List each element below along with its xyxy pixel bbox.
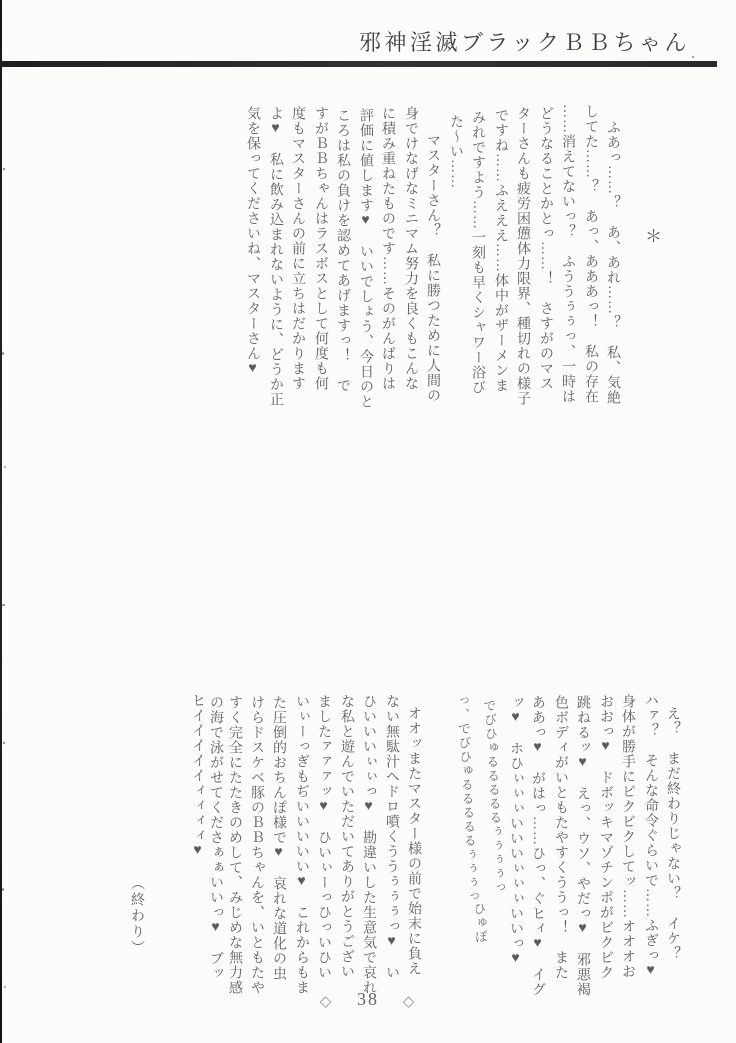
diamond-ornament: ◇	[319, 994, 334, 1010]
text-column: いぃーっぎもぢいいいいい♥ これからもま	[294, 694, 309, 995]
text-column: すがＢＢちゃんはラスボスとして何度も何	[313, 106, 328, 391]
text-column: よ♥ 私に飲み込まれないように、どうか正	[268, 106, 283, 407]
text-column: ……消えてないっ？ ふううぅぅっ、一時は	[560, 104, 575, 404]
text-column: 度もマスターさんの前に立ちはだかります	[290, 106, 305, 391]
text-column: ヒイイイイイィィィィ♥	[190, 693, 205, 859]
text-column: どうなることかとっ……！ さすがのマス	[538, 106, 553, 391]
scan-speck	[2, 604, 5, 606]
sfx-text-column: ひゅぽ	[471, 901, 489, 945]
scan-speck	[3, 742, 5, 744]
text-column: の海で泳がせてくださぁぁいいっ♥ ブッ	[208, 695, 223, 981]
text-column: 跳ねるッ♥ えっ、ウソ、やだっ♥ 邪悪褐	[575, 695, 590, 997]
scan-speck	[4, 986, 6, 988]
binding-edge-line	[0, 0, 2, 1043]
text-column: ころは私の負けを認めてあげますっ！ で	[335, 108, 350, 393]
page-footer	[0, 990, 736, 1011]
text-column: すく完全にたたきのめして、みじめな無力感	[227, 695, 242, 995]
text-column: ない無駄汁へドロ噴くううぅぅぅっ♥ い	[384, 694, 399, 980]
text-column: みれですよう……一刻も早くシャワー浴び	[470, 110, 485, 395]
text-column: に積み重ねたものです……そのがんばりは	[380, 106, 395, 391]
text-column: してた……？ あっ、あああっ！ 私の存在	[583, 104, 598, 404]
page-number: 38	[357, 989, 379, 1009]
text-column: 評価に値します♥ いいでしょう、今日のと	[358, 108, 373, 409]
text-column: 色ボディがいともたやすくううっ！ また	[553, 695, 568, 980]
diamond-ornament: ◇	[402, 994, 417, 1010]
text-column: ですね……ふえええ……体中がザーメンま	[493, 108, 508, 393]
text-column: え？ まだ終わりじゃない？ イケ？	[665, 706, 680, 961]
page-title: 邪神淫滅ブラックＢＢちゃん	[358, 30, 690, 55]
text-column: ふあっ……？ あ、あれ……？ 私、気絶	[605, 120, 620, 405]
scan-speck	[692, 56, 694, 58]
text-column: た～い……	[448, 114, 463, 189]
text-column: た圧倒的おちんぽ様で♥ 哀れな道化の虫	[271, 695, 286, 981]
text-column: ましたァァァッ♥ ひいぃーっひっいひい	[316, 694, 331, 980]
text-column: ひいいいぃぃっ♥ 勘違いした生意気で哀れ	[361, 694, 376, 995]
text-column: オオッまたマスター様の前で始末に負え	[406, 706, 421, 976]
text-column: 身でけなげなミニマム努力を良くもこんな	[403, 106, 418, 391]
ending-note: （終わり）	[129, 876, 144, 956]
text-column: ッ♥ ホひぃぃぃいいいぃぃぃいいっ♥	[508, 695, 523, 967]
scan-speck	[2, 352, 4, 355]
text-column: ハァ？ そんな命令ぐらいで……ふぎっ♥	[643, 693, 658, 979]
scan-speck	[2, 888, 4, 891]
text-column: ああっ♥ がはっ……ひっ、ぐヒィ♥ イグ	[530, 695, 545, 997]
text-column: な私と遊んでいただいてありがとうござい	[339, 694, 354, 979]
scan-speck	[3, 168, 5, 170]
text-column: マスターさん？ 私に勝つために人間の	[425, 133, 440, 403]
title-rule	[0, 61, 717, 67]
text-column: けらドスケベ豚のＢＢちゃんを、いともたや	[249, 695, 264, 995]
section-divider-asterisk: ＊	[645, 227, 662, 246]
text-column: 気を保ってくださいね、マスターさん♥	[245, 106, 260, 377]
scan-speck	[4, 466, 6, 468]
sfx-text-column: でびひゅるるるるるぅぅぅぅっ	[481, 698, 507, 896]
sfx-text-column: っ、でびひゅるるるるるぅぅぅっ	[454, 693, 480, 905]
text-column: 身体が勝手にビクビクしてッ……オオオお	[620, 694, 635, 979]
text-column: おおっ♥ ドボッキマゾチンポがビクビク	[598, 694, 613, 980]
text-column: ターさんも疲労困憊体力限界、種切れの様子	[515, 106, 530, 406]
